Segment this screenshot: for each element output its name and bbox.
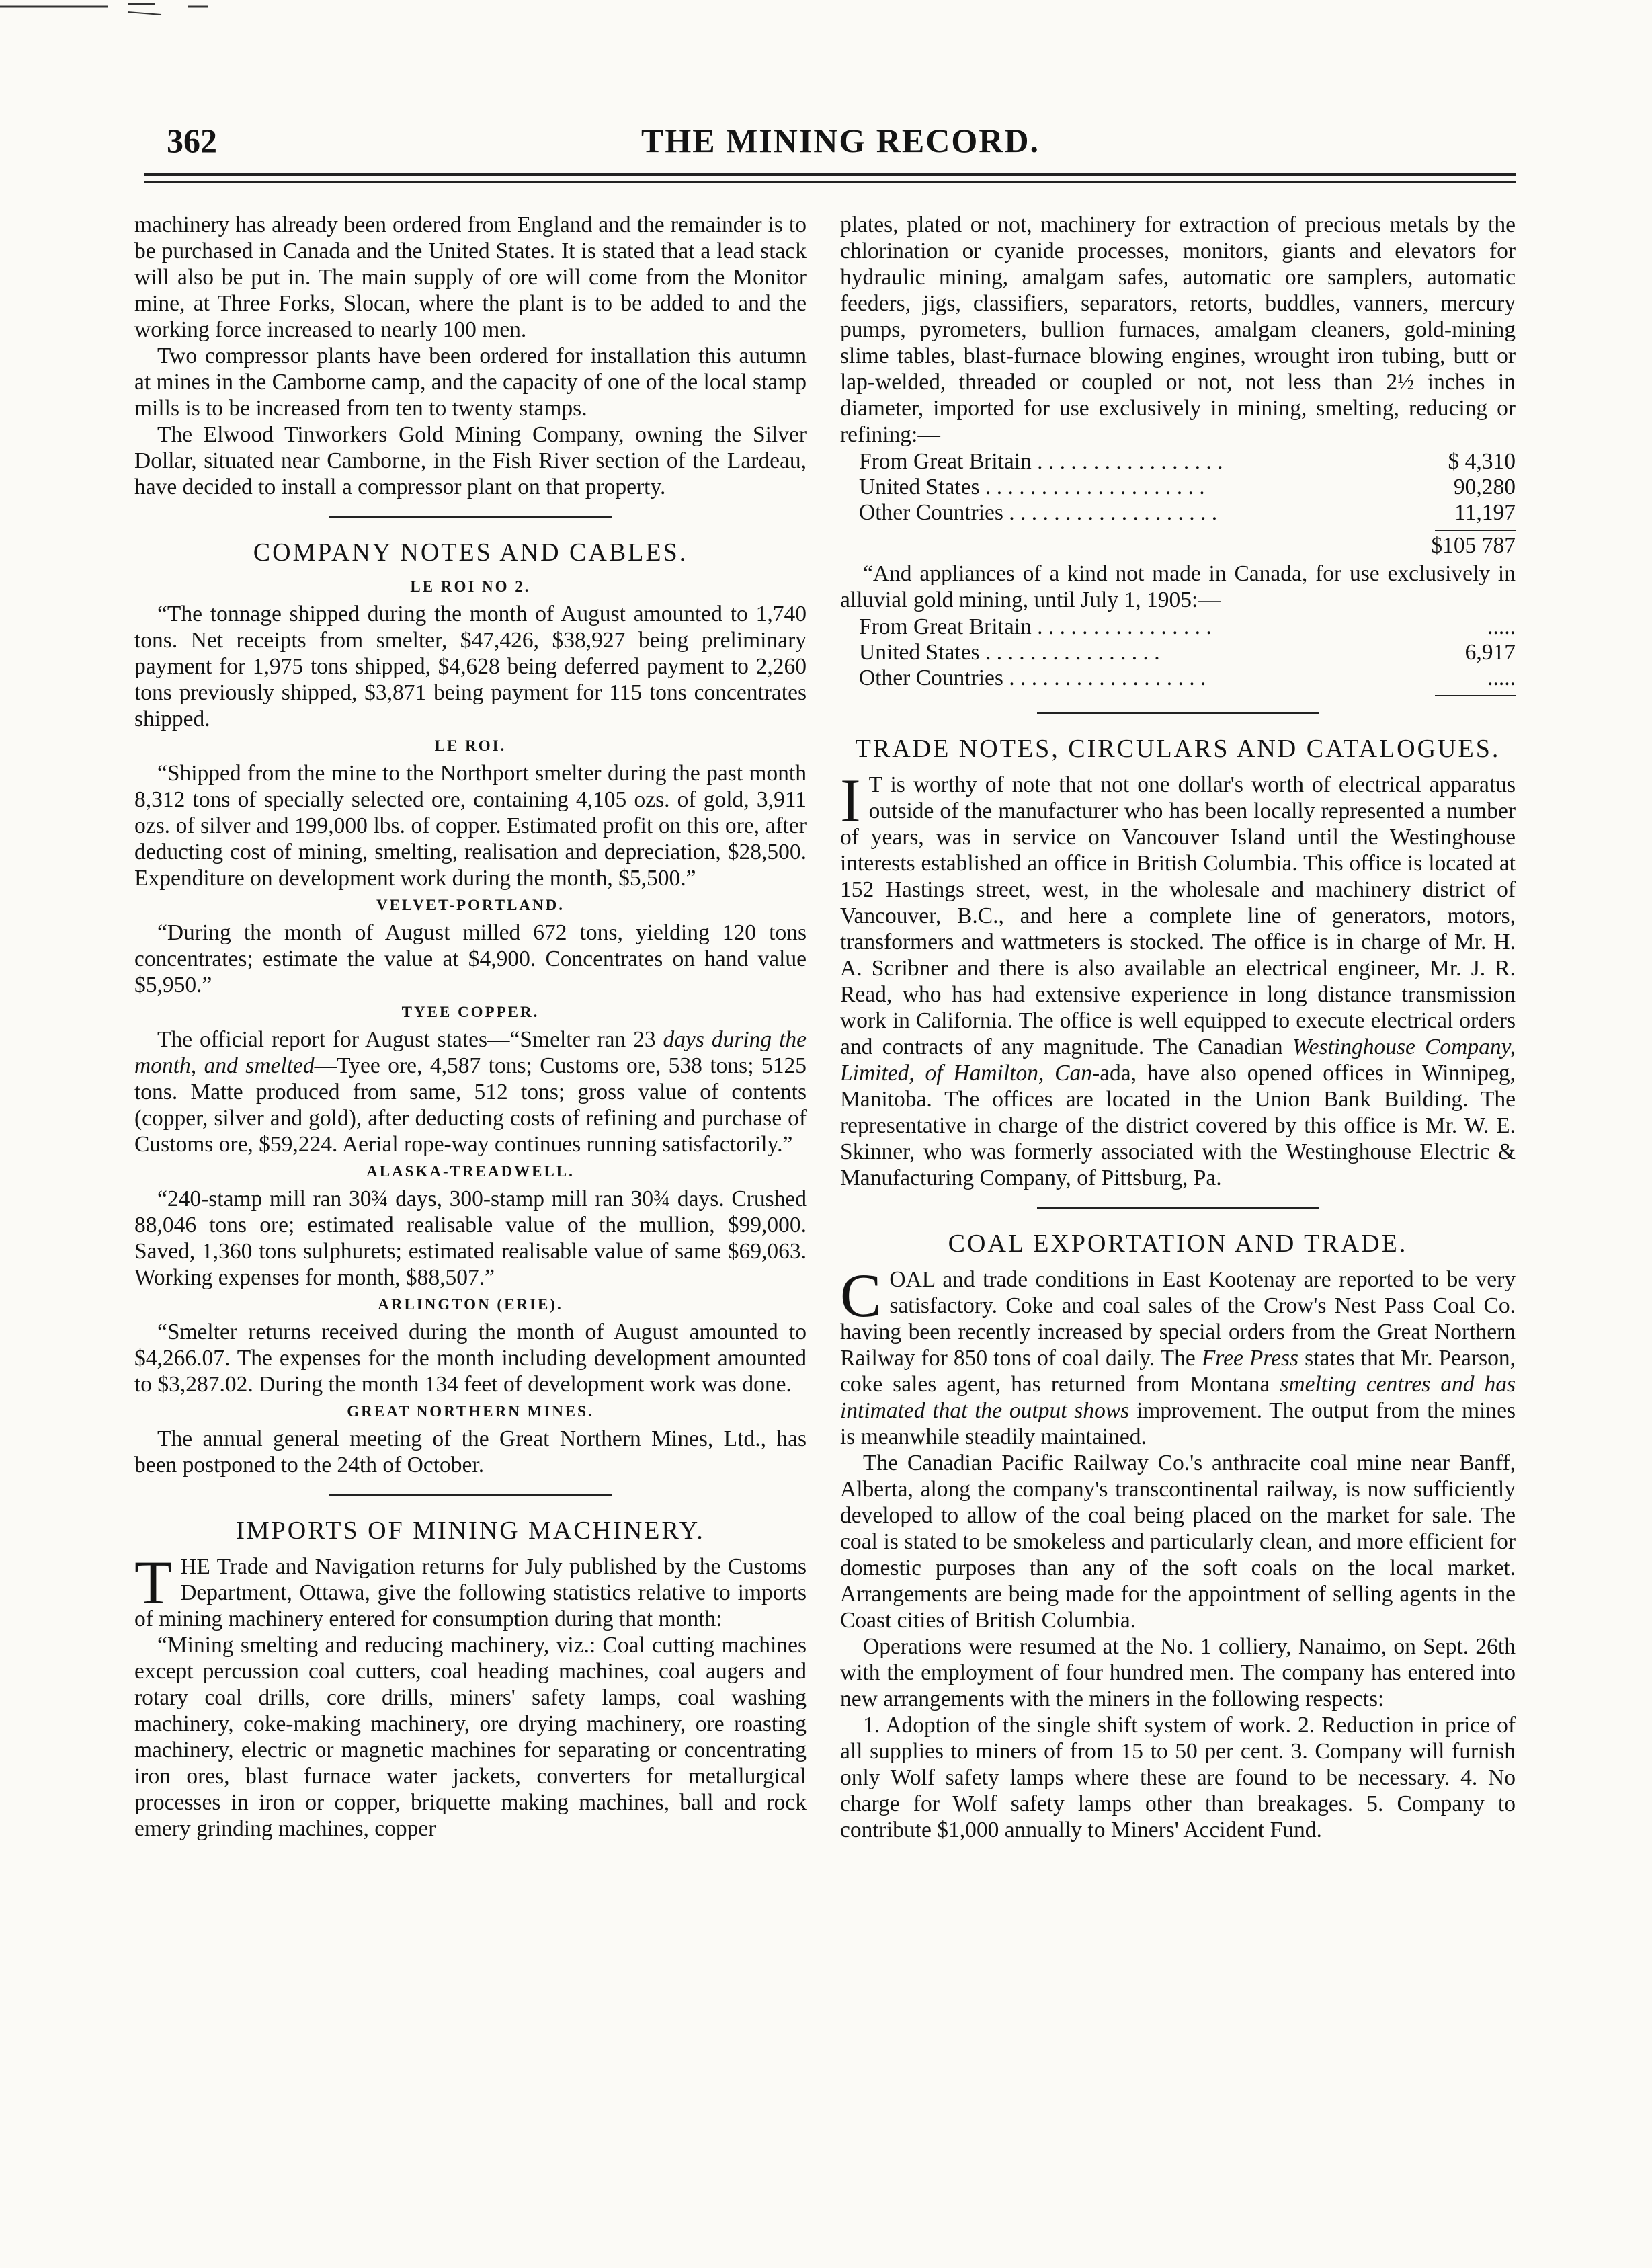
section-divider: [840, 700, 1516, 723]
left-column: [134, 212, 807, 1842]
subheading: VELVET-PORTLAND.: [376, 897, 565, 914]
subheading: TYEE COPPER.: [401, 1004, 540, 1020]
table-total: $105 787: [1431, 533, 1516, 558]
subheading: ALASKA-TREADWELL.: [366, 1163, 575, 1180]
section-title: IMPORTS OF MINING MACHINERY.: [236, 1516, 705, 1545]
subheading: GREAT NORTHERN MINES.: [347, 1403, 594, 1420]
subheading: LE ROI NO 2.: [410, 578, 531, 595]
paragraph: Two compressor plants have been ordered for installation this autumn at mines in the Camborne camp, and the capacity of one of the local stamp mills is to be increased from ten to twenty stamps.: [134, 343, 807, 421]
running-head: [167, 121, 1514, 168]
paragraph: plates, plated or not, machinery for extraction of precious metals by the chlorination or cyanide processes, monitors, giants and elevators for hydraulic mining, amalgam safes, automatic ore samplers, automatic feeders, jigs, classifiers, separators, retorts, buddles, vanners, mercury pumps, pyrometers, bullion furnaces, amalgam cleaners, gold-mining slime tables, blast-furnace blowing engines, wrought iron tubing, butt or lap-welded, threaded or coupled or not, not less than 2½ inches in diameter, imported for use exclusively in mining, smelting, reducing or refining:—: [840, 212, 1516, 447]
header-rule: [144, 173, 1516, 183]
right-column: [840, 212, 1516, 1843]
total-rule: [1435, 695, 1516, 696]
paragraph: “Mining smelting and reducing machinery, viz.: Coal cutting machines except percussion coal cutters, coal heading machines, coal augers and rotary coal drills, core drills, miners' safety lamps, coal washing machinery, coke-making machinery, ore drying machinery, ore roasting machinery, electric or magnetic machines for separating or concentrating iron ores, blast furnace water jackets, converters for metallurgical processes in iron or copper, briquette making machines, ball and rock emery grinding machines, copper: [134, 1633, 807, 1841]
paragraph: 1. Adoption of the single shift system of work. 2. Reduction in price of all supplies to miners of from 15 to 50 per cent. 3. Company will furnish only Wolf safety lamps where these are found to be necessary. 4. No charge for Wolf safety lamps other than breakages. 5. Company to contribute $1,000 annually to Miners' Accident Fund.: [840, 1713, 1516, 1842]
top-edge-marks: [0, 0, 269, 20]
table-row: Other Countries . . . . . . . . . . . . . . . . . . .....: [859, 665, 1516, 690]
paragraph: “240-stamp mill ran 30¾ days, 300-stamp mill ran 30¾ days. Crushed 88,046 tons ore; estimated realisable value of the mullion, $99,000. Saved, 1,360 tons sulphurets; estimated realisable value of same $69,063. Working expenses for month, $88,507.”: [134, 1186, 807, 1290]
paragraph: The official report for August states—“Smelter ran 23 days during the month, and smelted—Tyee ore, 4,587 tons; Customs ore, 538 tons; 5125 tons. Matte produced from same, 512 tons; gross value of contents (copper, silver and gold), after deducting costs of refining and purchase of Customs ore, $59,224. Aerial rope-way continues running satisfactorily.”: [134, 1027, 807, 1157]
section-title: COAL EXPORTATION AND TRADE.: [948, 1229, 1408, 1258]
section-divider: [134, 504, 807, 527]
paragraph: THE Trade and Navigation returns for July published by the Customs Department, Ottawa, give the following statistics relative to imports of mining machinery entered for consumption during that month:: [134, 1548, 807, 1631]
paragraph: Operations were resumed at the No. 1 colliery, Nanaimo, on Sept. 26th with the employment of four hundred men. The company has entered into new arrangements with the miners in the following respects:: [840, 1634, 1516, 1711]
paragraph: machinery has already been ordered from England and the remainder is to be purchased in Canada and the United States. It is stated that a lead stack will also be put in. The main supply of ore will come from the Monitor mine, at Three Forks, Slocan, where the plant is to be added to and the working force increased to nearly 100 men.: [134, 212, 807, 342]
drop-cap: I: [840, 766, 861, 835]
paragraph: I T is worthy of note that not one dollar's worth of electrical apparatus outside of the manufacturer who has been locally represented a number of years, was in service on Vancouver Island until the Westinghouse interests established an office in British Columbia. This office is located at 152 Hastings street, west, in the wholesale and machinery district of Vancouver, B.C., and here a complete line of generators, motors, transformers and wattmeters is stocked. The office is in charge of Mr. H. A. Scribner and there is also available an electrical engineer, Mr. J. R. Read, who has had extensive experience in long distance transmission work in California. The office is well equipped to execute electrical orders and contracts of any magnitude. The Canadian Westinghouse Company, Limited, of Hamilton, Can-ada, have also opened offices in Winnipeg, Manitoba. The offices are located in the Union Bank Building. The representative in charge of the district covered by this office is Mr. W. E. Skinner, who was formerly associated with the Westinghouse Electric & Manufacturing Company, of Pittsburg, Pa.: [840, 766, 1516, 1190]
page-number: 362: [167, 122, 217, 159]
subheading: ARLINGTON (ERIE).: [378, 1296, 563, 1313]
import-statistics-table: [859, 449, 1516, 561]
journal-title: THE MINING RECORD.: [641, 122, 1040, 159]
table-row: From Great Britain . . . . . . . . . . . . . . . . . $ 4,310: [859, 449, 1516, 474]
paragraph: “Shipped from the mine to the Northport smelter during the past month 8,312 tons of specially selected ore, containing 4,105 ozs. of gold, 3,911 ozs. of silver and 199,000 lbs. of copper. Estimated profit on this ore, after deducting cost of mining, smelting, realisation and depreciation, $28,500. Expenditure on development work during the month, $5,500.”: [134, 761, 807, 891]
paragraph: COAL and trade conditions in East Kootenay are reported to be very satisfactory. Coke and coal sales of the Crow's Nest Pass Coal Co. having been recently increased by special orders from the Great Northern Railway for 850 tons of coal daily. The Free Press states that Mr. Pearson, coke sales agent, has returned from Montana smelting centres and has intimated that the output shows improvement. The output from the mines is meanwhile steadily maintained.: [840, 1261, 1516, 1449]
section-divider: [840, 1195, 1516, 1218]
table-row: From Great Britain . . . . . . . . . . . . . . . . .....: [859, 614, 1516, 639]
table-row: Other Countries . . . . . . . . . . . . . . . . . . . 11,197: [859, 500, 1516, 525]
table-row: United States . . . . . . . . . . . . . . . . 6,917: [859, 640, 1516, 665]
paragraph: “Smelter returns received during the month of August amounted to $4,266.07. The expenses for the month including development amounted to $3,287.02. During the month 134 feet of development work was done.: [134, 1320, 807, 1397]
paragraph: “The tonnage shipped during the month of August amounted to 1,740 tons. Net receipts from smelter, $47,426, $38,927 being preliminary payment for 1,975 tons shipped, $4,628 being deferred payment to 2,260 tons previously shipped, $3,871 being payment for 115 tons concentrates shipped.: [134, 602, 807, 731]
paragraph: The Elwood Tinworkers Gold Mining Company, owning the Silver Dollar, situated near Camborne, in the Fish River section of the Lardeau, have decided to install a compressor plant on that property.: [134, 422, 807, 499]
alluvial-statistics-table: [859, 614, 1516, 696]
paragraph: “During the month of August milled 672 tons, yielding 120 tons concentrates; estimate the value at $4,900. Concentrates on hand value $5,950.”: [134, 920, 807, 998]
table-row: United States . . . . . . . . . . . . . . . . . . . . 90,280: [859, 475, 1516, 499]
paragraph: The Canadian Pacific Railway Co.'s anthracite coal mine near Banff, Alberta, along the company's transcontinental railway, is now sufficiently developed to allow of the coal being placed on the market for sale. The coal is stated to be smokeless and particularly clean, and more efficient for domestic purposes than any of the soft coals on the local market. Arrangements are being made for the appointment of selling agents in the Coast cities of British Columbia.: [840, 1451, 1516, 1633]
section-title: TRADE NOTES, CIRCULARS AND CATALOGUES.: [855, 735, 1501, 763]
section-divider: [134, 1482, 807, 1505]
drop-cap: T: [134, 1548, 173, 1617]
subheading: LE ROI.: [434, 737, 507, 754]
paragraph: The annual general meeting of the Great Northern Mines, Ltd., has been postponed to the 24th of October.: [134, 1426, 807, 1477]
drop-cap: C: [840, 1261, 882, 1330]
section-title: COMPANY NOTES AND CABLES.: [253, 538, 688, 567]
paragraph: “And appliances of a kind not made in Canada, for use exclusively in alluvial gold mining, until July 1, 1905:—: [840, 561, 1516, 612]
